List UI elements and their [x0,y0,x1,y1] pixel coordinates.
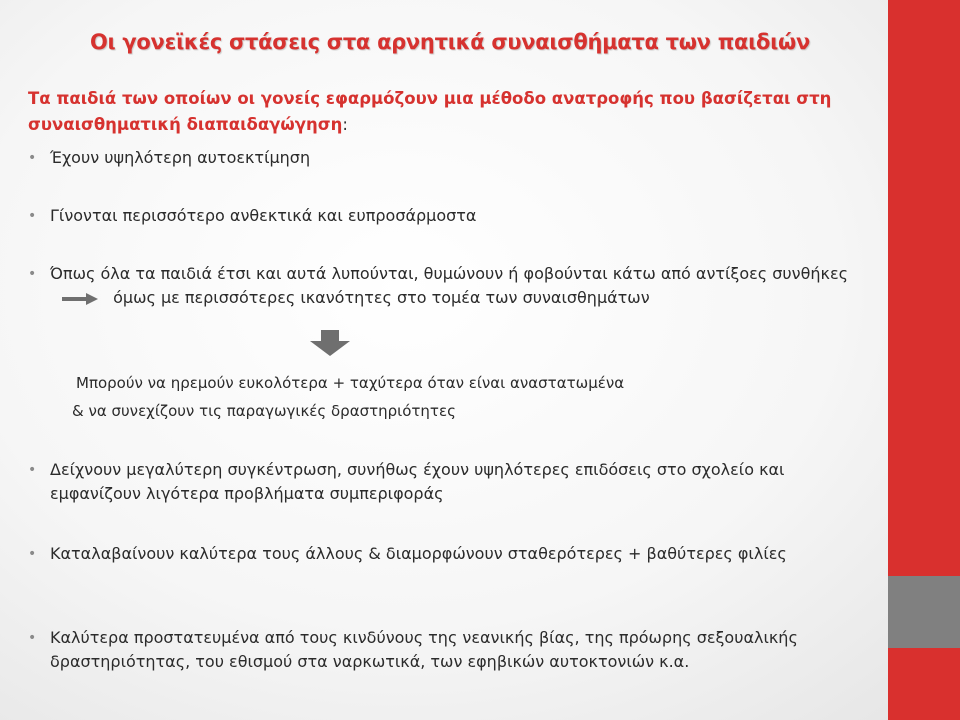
intro-text: Τα παιδιά των οποίων οι γονείς εφαρμόζουν μια μέθοδο ανατροφής που βασίζεται στη συναισθηματική διαπαιδαγώγηση [28,89,832,134]
bullet-item [28,626,878,674]
bullet-text: Έχουν υψηλότερη αυτοεκτίμηση [50,148,311,167]
bullet-text: Γίνονται περισσότερο ανθεκτικά και ευπροσάρμοστα [50,206,477,225]
bullet-item [28,204,878,228]
consequence-line-1: Μπορούν να ηρεμούν ευκολότερα + ταχύτερα όταν είναι αναστατωμένα [76,374,625,392]
bullet-dot-icon: • [28,630,37,646]
bullet-dot-icon: • [28,208,37,224]
bullet-dot-icon: • [28,546,37,562]
sidebar-gray-segment [888,576,960,648]
bullet-item [28,542,878,566]
bullet-text [28,262,878,310]
slide-title: Οι γονεϊκές στάσεις στα αρνητικά συναισθήματα των παιδιών [89,30,810,54]
bullet-text-after: όμως με περισσότερες ικανότητες στο τομέα των συναισθημάτων [113,288,650,307]
bullet-item [28,146,878,170]
sidebar-red-bottom-segment [888,648,960,720]
bullet-item [28,262,878,310]
bullet-dot-icon: • [28,266,37,282]
sidebar-red-segment [888,0,960,576]
arrow-right-icon [62,293,98,305]
bullet-text: Δείχνουν μεγαλύτερη συγκέντρωση, συνήθως έχουν υψηλότερες επιδόσεις στο σχολείο και εμφανίζουν λιγότερα προβλήματα συμπεριφοράς [50,460,785,503]
bullet-text-before: Όπως όλα τα παιδιά έτσι και αυτά λυπούνται, θυμώνουν ή φοβούνται κάτω από αντίξοες συνθήκες [50,264,848,283]
sidebar-decoration [888,0,960,720]
bullet-text: Καλύτερα προστατευμένα από τους κινδύνους της νεανικής βίας, της πρόωρης σεξουαλικής δραστηριότητας, του εθισμού στα ναρκωτικά, των εφηβικών αυτοκτονιών κ.α. [50,628,798,671]
bullet-dot-icon: • [28,150,37,166]
intro-heading [28,86,878,138]
bullet-item [28,458,878,506]
arrow-down-icon [310,330,350,356]
bullet-text: Καταλαβαίνουν καλύτερα τους άλλους & διαμορφώνουν σταθερότερες + βαθύτερες φιλίες [50,544,787,563]
bullet-dot-icon: • [28,462,37,478]
consequence-line-2: & να συνεχίζουν τις παραγωγικές δραστηριότητες [72,402,456,420]
intro-colon: : [342,115,348,134]
